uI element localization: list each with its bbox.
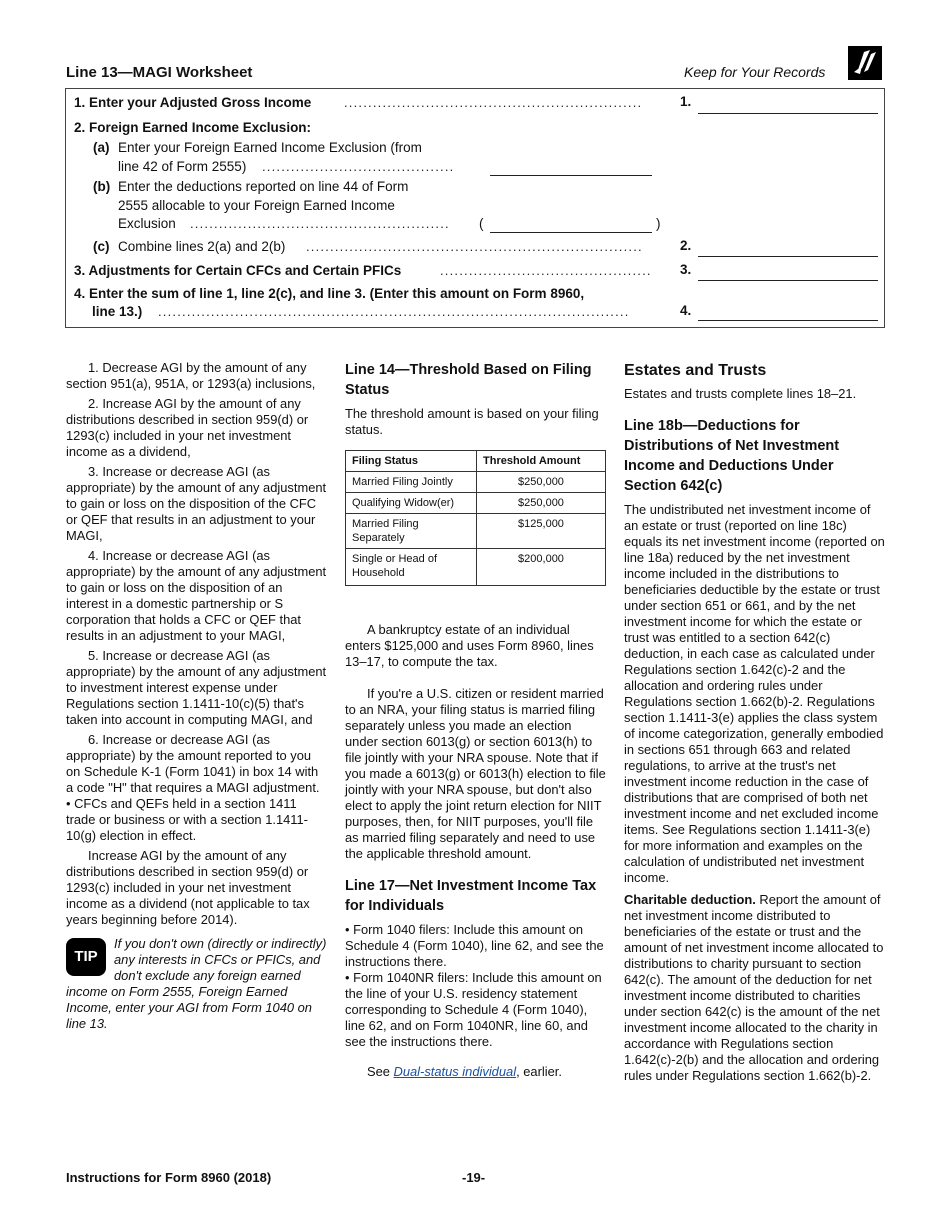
close-paren: ) xyxy=(656,216,661,231)
right-column xyxy=(624,360,886,1084)
footer-form-title: Instructions for Form 8960 (2018) xyxy=(66,1170,272,1185)
bullet-item: • Form 1040NR filers: Include this amount on the line of your U.S. residency statement corresponding to Schedule 4 (Form 1040), line 62, and on Form 1040NR, line 60, and see the instructions there. xyxy=(345,970,602,1049)
leader-dots: ...................................................... xyxy=(190,216,450,231)
leader-dots: ............................................ xyxy=(440,263,652,278)
leader-dots: ...................................................................... xyxy=(306,239,643,254)
line3-entry[interactable] xyxy=(698,280,878,281)
leader-dots: .............................................................. xyxy=(344,95,643,110)
paragraph: Increase AGI by the amount of any distributions described in section 959(d) or 1293(c) included in your net investment income as a dividend (not applicable to tax years beginning before 2014). xyxy=(66,848,310,927)
see-also xyxy=(345,1064,607,1080)
table-cell: Married Filing Jointly xyxy=(346,472,477,493)
line4-entry[interactable] xyxy=(698,320,878,321)
table-cell: $125,000 xyxy=(477,514,606,549)
bullet-item: • Form 1040 filers: Include this amount on Schedule 4 (Form 1040), line 62, and see the instructions there. xyxy=(345,922,604,969)
paragraph: 3. Increase or decrease AGI (as appropriate) by the amount of any adjustment to gain or loss on the disposition of the CFC or QEF that results in an adjustment to your MAGI, xyxy=(66,464,327,543)
table-row xyxy=(346,493,606,514)
left-column xyxy=(66,360,328,1032)
line17-heading: Line 17—Net Investment Income Tax for Individuals xyxy=(345,878,597,914)
table-row xyxy=(346,514,606,549)
line3-number: 3. xyxy=(680,262,692,277)
line2a-tag: (a) xyxy=(93,140,110,155)
paragraph: 6. Increase or decrease AGI (as appropriate) by the amount reported to you on Schedule K-1 (Form 1041) in box 14 with a code "H" that requires a MAGI adjustment. xyxy=(66,732,320,795)
table-row xyxy=(346,472,606,493)
page-number: -19- xyxy=(462,1170,486,1185)
line4-number: 4. xyxy=(680,303,692,318)
table-row xyxy=(346,549,606,586)
line2b-text-1: Enter the deductions reported on line 44 of Form xyxy=(118,179,409,194)
worksheet-title: Line 13—MAGI Worksheet xyxy=(66,64,253,81)
see-suffix: , earlier. xyxy=(516,1064,562,1079)
line2a-text-1: Enter your Foreign Earned Income Exclusion (from xyxy=(118,140,422,155)
table-cell: $250,000 xyxy=(477,472,606,493)
table-header: Filing Status xyxy=(346,451,477,472)
line2b-tag: (b) xyxy=(93,179,111,194)
open-paren: ( xyxy=(479,216,484,231)
paragraph xyxy=(624,892,886,1084)
line1-label: 1. Enter your Adjusted Gross Income xyxy=(74,95,312,110)
line4-label-1: 4. Enter the sum of line 1, line 2(c), and line 3. (Enter this amount on Form 8960, xyxy=(74,286,585,301)
table-cell: Qualifying Widow(er) xyxy=(346,493,477,514)
line18b-heading: Line 18b—Deductions for Distributions of Net Investment Income and Deductions Under Section 642(c) xyxy=(624,418,840,494)
keep-records-label: Keep for Your Records xyxy=(684,64,826,80)
table-cell: Single or Head of Household xyxy=(346,549,477,586)
line2c-text: Combine lines 2(a) and 2(b) xyxy=(118,239,286,254)
line2c-tag: (c) xyxy=(93,239,110,254)
dual-status-link[interactable]: Dual-status individual xyxy=(393,1064,517,1079)
paragraph: 4. Increase or decrease AGI (as appropriate) by the amount of any adjustment to gain or loss on the disposition of an interest in a domestic partnership or S corporation that holds a CFC or QEF that results in an adjustment to your MAGI, xyxy=(66,548,327,643)
bullet-item: • CFCs and QEFs held in a section 1411 trade or business or with a section 1.1411-10(g) election in effect. xyxy=(66,796,308,843)
table-header: Threshold Amount xyxy=(477,451,606,472)
line2a-entry[interactable] xyxy=(490,175,652,176)
table-cell: Married Filing Separately xyxy=(346,514,477,549)
line2-number: 2. xyxy=(680,238,692,253)
paragraph: 5. Increase or decrease AGI (as appropriate) by the amount of any adjustment to investment interest expense under Regulations section 1.1411-10(c)(5) that's taken into account in computing MAGI, and xyxy=(66,648,327,727)
paragraph: Estates and trusts complete lines 18–21. xyxy=(624,386,857,401)
line1-entry[interactable] xyxy=(698,113,878,114)
threshold-table xyxy=(345,450,606,586)
paragraph: The threshold amount is based on your filing status. xyxy=(345,406,599,437)
tip-text: If you don't own (directly or indirectly) any interests in CFCs or PFICs, and don't exclude any foreign earned income on Form 2555, Foreign Earned Income, enter your AGI from Form 1040 on line 13. xyxy=(66,936,327,1031)
line2b-text-2: 2555 allocable to your Foreign Earned Income xyxy=(118,198,395,213)
line2-label: 2. Foreign Earned Income Exclusion: xyxy=(74,120,312,135)
magi-worksheet xyxy=(65,88,885,328)
charitable-text: Report the amount of net investment income distributed to beneficiaries of the estate or trust and the amount of net investment income allocated to distributions to charity pursuant to section 642(c). The amount of the deduction for net investment income distributed to charities under section 642(c) is the amount of the net investment income allocated to the charity in accordance with Regulations section 1.642(c)-2(b) and the allocation and ordering rules under Regulations section 1.662(b)-2. xyxy=(624,892,884,1083)
tip-icon: TIP xyxy=(66,938,106,976)
see-prefix: See xyxy=(367,1064,394,1079)
line2a-text-2: line 42 of Form 2555) xyxy=(118,159,247,174)
pencil-paper-icon xyxy=(848,46,882,80)
charitable-head: Charitable deduction. xyxy=(624,892,756,907)
paragraph: 1. Decrease AGI by the amount of any section 951(a), 951A, or 1293(a) inclusions, xyxy=(66,360,316,391)
line4-label-2: line 13.) xyxy=(92,304,143,319)
line1-number: 1. xyxy=(680,94,692,109)
paragraph: A bankruptcy estate of an individual enters $125,000 and uses Form 8960, lines 13–17, to compute the tax. xyxy=(345,622,594,669)
leader-dots: .................................................................................................. xyxy=(158,304,630,319)
line2b-text-3: Exclusion xyxy=(118,216,176,231)
line2b-entry[interactable] xyxy=(490,232,652,233)
table-cell: $200,000 xyxy=(477,549,606,586)
estates-heading: Estates and Trusts xyxy=(624,362,767,379)
line14-heading: Line 14—Threshold Based on Filing Status xyxy=(345,362,592,398)
table-header-row xyxy=(346,451,606,472)
paragraph: 2. Increase AGI by the amount of any distributions described in section 959(d) or 1293(c) included in your net investment income as a dividend, xyxy=(66,396,309,459)
leader-dots: ........................................ xyxy=(262,159,455,174)
table-cell: $250,000 xyxy=(477,493,606,514)
line3-label: 3. Adjustments for Certain CFCs and Certain PFICs xyxy=(74,263,402,278)
paragraph: The undistributed net investment income of an estate or trust (reported on line 18c) equals its net investment income (reported on line 18a) reduced by the net investment income included in the distributions to beneficiaries deductible by the estate or trust under section 651 or 661, and by the net investment income for which the estate or trust was entitled to a section 642(c) deduction, in each case as calculated under Regulations section 1.642(c)-2 and the allocation and ordering rules under Regulations section 1.662(b)-2. Regulations section 1.1411-3(e) applies the class system of income categorization, generally embodied in sections 651 through 663 and related regulations, to arrive at the trust's net investment income reduction in the case of distributions that are comprised of both net investment income and net excluded income items. See Regulations section 1.1411-3(e) for more information and examples on the calculation of undistributed net investment income. xyxy=(624,502,885,885)
middle-column xyxy=(345,360,607,1080)
paragraph: If you're a U.S. citizen or resident married to an NRA, your filing status is married filing separately unless you made an election under section 6013(g) or section 6013(h) to file jointly with your NRA spouse. Note that if you made a 6013(g) or 6013(h) election to file jointly with your NRA spouse, but don't also elect to apply the joint return election for NIIT purposes, then, for NIIT purposes, you'll file as married filing separately and need to use the applicable threshold amount. xyxy=(345,686,606,861)
tip-box xyxy=(66,936,328,1032)
line2-entry[interactable] xyxy=(698,256,878,257)
